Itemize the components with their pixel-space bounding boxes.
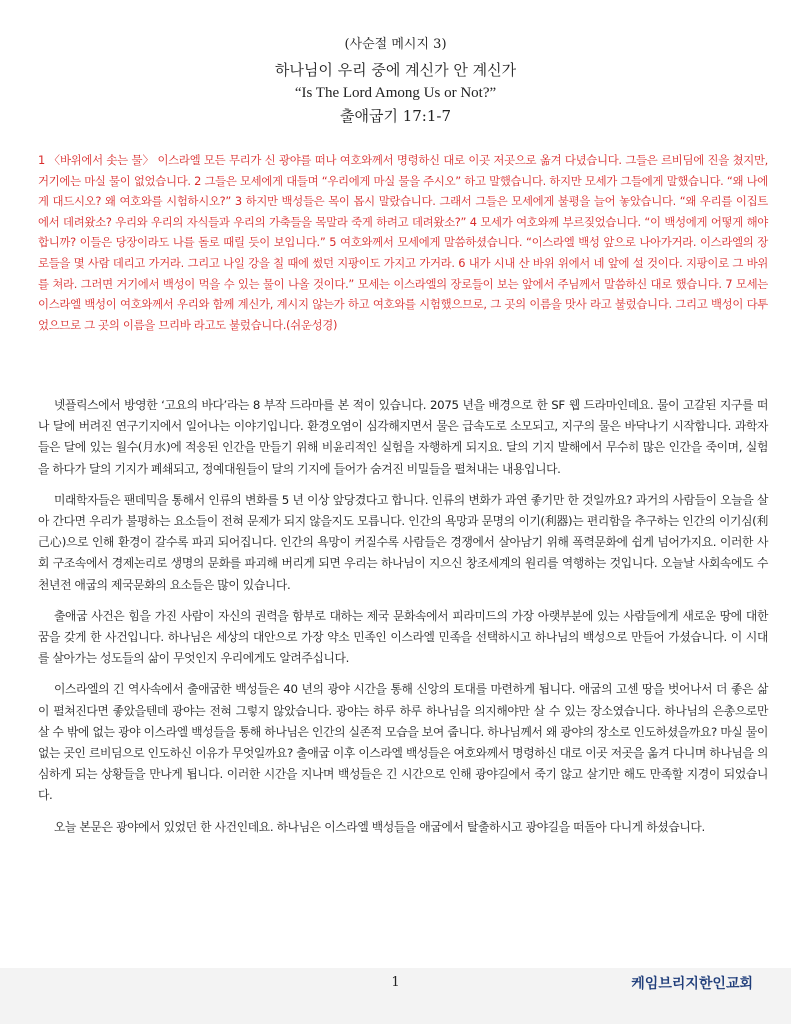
english-title: “Is The Lord Among Us or Not?” [294,85,497,101]
paragraph: 미래학자들은 팬데믹을 통해서 인류의 변화를 5 년 이상 앞당겼다고 합니다. 인류의 변화가 과연 좋기만 한 것일까요? 과거의 사람들이 오늘을 살아 간다면 우리가 불평하는 요소들이 전혀 문제가 되지 않을지도 모릅니다. 인간의 욕망과 문명의 이기(利器)는 편리함을 추구하는 인간의 이기심(利己心)으로 인해 환경이 갈수록 파괴 되어집니다. 인간의 욕망이 커질수록 사람들은 경쟁에서 살아남기 위해 폭력문화에 쉽게 넘어가지요. 이러한 사회 구조속에서 경제논리로 생명의 문화를 파괴해 버리게 되면 우리는 하나님이 지으신 창조세계의 원리를 역행하는 것입니다. 오늘날 사회속에도 수천년전 애굽의 제국문화의 요소들은 많이 있습니다. [38,492,768,592]
sermon-title: 하나님이 우리 중에 계신가 안 계신가 [274,61,517,79]
series-subtitle: (사순절 메시지 3) [344,37,447,52]
church-name: 케임브리지한인교회 [631,976,753,992]
paragraph: 이스라엘의 긴 역사속에서 출애굽한 백성들은 40 년의 광야 시간을 통해 신앙의 토대를 마련하게 됩니다. 애굽의 고센 땅을 벗어나서 더 좋은 삶이 펼쳐진다면 좋았을텐데 광야는 전혀 그렇지 않았습니다. 광야는 하루 하루 하나님을 의지해야만 살 수 있는 장소였습니다. 하나님의 은총으로만 살 수 밖에 없는 광야 이스라엘 백성들을 통해 하나님은 인간의 실존적 모습을 보여 줍니다. 하나님께서 왜 광야의 장소로 인도하셨을까요? 마실 물이 없는 곳인 르비딤으로 인도하신 이유가 무엇일까요? 출애굽 이후 이스라엘 백성들은 여호와께서 명령하신 대로 이곳 저곳을 옮겨 다니며 하나님을 의심하게 되는 상황들을 만나게 됩니다. 이러한 시간을 지나며 백성들은 긴 시간으로 인해 광야길에서 죽기 않고 살기만 해도 만족할 지경이 되었습니다. [38,682,768,803]
page-number: 1 [391,975,400,990]
paragraph: 오늘 본문은 광야에서 있었던 한 사건인데요. 하나님은 이스라엘 백성들을 애굽에서 탈출하시고 광야길을 떠돌아 다니게 하셨습니다. [54,819,705,834]
scripture-reference: 출애굽기 17:1-7 [339,107,452,125]
sermon-header [0,36,791,126]
sermon-body [38,395,768,848]
paragraph: 넷플릭스에서 방영한 ‘고요의 바다’라는 8 부작 드라마를 본 적이 있습니다. 2075 년을 배경으로 한 SF 웹 드라마인데요. 물이 고갈된 지구를 떠나 달에 버려진 연구기지에서 일어나는 이야기입니다. 환경오염이 심각해지면서 물은 급속도로 소모되고, 지구의 물은 바닥나기 시작합니다. 과학자들은 달에 있는 월수(月水)에 적응된 인간을 만들기 위해 비윤리적인 실험을 자행하게 되지요. 달의 기지 발해에서 무수히 많은 인간을 죽이며, 실험을 하다가 달의 기지가 폐쇄되고, 정예대원들이 달의 기지에 들어가 숨겨진 비밀들을 펼쳐내는 내용입니다. [38,398,768,476]
paragraph: 출애굽 사건은 힘을 가진 사람이 자신의 권력을 함부로 대하는 제국 문화속에서 피라미드의 가장 아랫부분에 있는 사람들에게 새로운 땅에 대한 꿈을 갖게 한 사건입니다. 하나님은 세상의 대안으로 가장 약소 민족인 이스라엘 민족을 선택하시고 하나님의 백성으로 만들어 가셨습니다. 이 시대를 살아가는 성도들의 삶이 무엇인지 우리에게도 알려주십니다. [38,608,768,666]
scripture-passage: 1 〈바위에서 솟는 물〉 이스라엘 모든 무리가 신 광야를 떠나 여호와께서 명령하신 대로 이곳 저곳으로 옮겨 다녔습니다. 그들은 르비딤에 진을 쳤지만, 거기에는 마실 물이 없었습니다. 2 그들은 모세에게 대들며 “우리에게 마실 물을 주시오” 하고 말했습니다. 하지만 모세가 그들에게 말했습니다. “왜 나에게 대드시오? 왜 여호와를 시험하시오?” 3 하지만 백성들은 목이 몹시 말랐습니다. 그래서 그들은 모세에게 불평을 늘어 놓았습니다. “왜 우리를 이집트에서 데려왔소? 우리와 우리의 자식들과 우리의 가축들을 목말라 죽게 하려고 데려왔소?” 4 모세가 여호와께 부르짖었습니다. “이 백성에게 어떻게 해야 합니까? 이들은 당장이라도 나를 돌로 때릴 듯이 보입니다.” 5 여호와께서 모세에게 말씀하셨습니다. “이스라엘 백성 앞으로 나아가거라. 이스라엘의 장로들을 몇 사람 데리고 가거라. 그리고 나일 강을 칠 때에 썼던 지팡이도 가지고 가거라. 6 내가 시내 산 바위 위에서 네 앞에 설 것이다. 지팡이로 그 바위를 쳐라. 그러면 거기에서 백성이 먹을 수 있는 물이 나올 것이다.” 모세는 이스라엘의 장로들이 보는 앞에서 주님께서 말씀하신 대로 했습니다. 7 모세는 이스라엘 백성이 여호와께서 우리와 함께 계신가, 계시지 않는가 하고 여호와를 시험했으므로, 그 곳의 이름을 맛사 라고 불렀습니다. 그리고 백성이 다투었으므로 그 곳의 이름을 므리바 라고도 불렀습니다.(쉬운성경) [38,153,768,332]
